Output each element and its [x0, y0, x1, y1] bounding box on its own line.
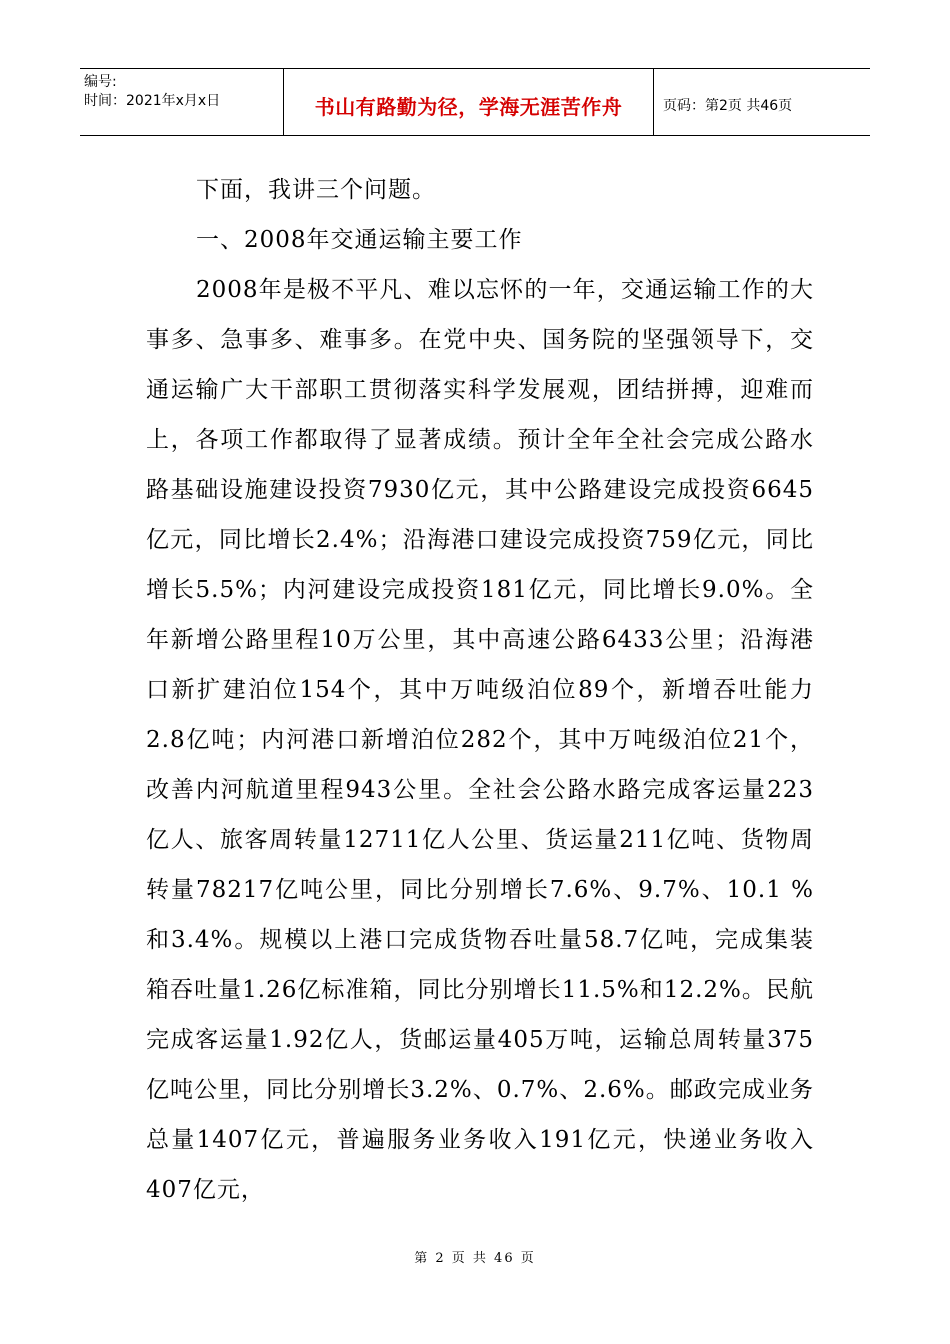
section-heading: 一、2008年交通运输主要工作 — [196, 227, 523, 253]
intro-line: 下面，我讲三个问题。 — [196, 177, 436, 203]
document-header — [80, 68, 870, 136]
header-page-info: 页码：第2页 共46页 — [663, 98, 793, 114]
header-page-cell — [654, 69, 870, 135]
header-motto: 书山有路勤为径，学海无涯苦作舟 — [314, 94, 623, 119]
document-body — [146, 165, 814, 1215]
page-footer: 第 2 页 共 46 页 — [414, 1251, 536, 1266]
body-paragraph: 2008年是极不平凡、难以忘怀的一年，交通运输工作的大事多、急事多、难事多。在党中央、国务院的坚强领导下，交通运输广大干部职工贯彻落实科学发展观，团结拼搏，迎难而上，各项工作都取得了显著成绩。预计全年全社会完成公路水路基础设施建设投资7930亿元，其中公路建设完成投资6645亿元，同比增长2.4%；沿海港口建设完成投资759亿元，同比增长5.5%；内河建设完成投资181亿元，同比增长9.0%。全年新增公路里程10万公里，其中高速公路6433公里；沿海港口新扩建泊位154个，其中万吨级泊位89个，新增吞吐能力2.8亿吨；内河港口新增泊位282个，其中万吨级泊位21个，改善内河航道里程943公里。全社会公路水路完成客运量223亿人、旅客周转量12711亿人公里、货运量211亿吨、货物周转量78217亿吨公里，同比分别增长7.6%、9.7%、10.1 %和3.4%。规模以上港口完成货物吞吐量58.7亿吨，完成集装箱吞吐量1.26亿标准箱，同比分别增长11.5%和12.2%。民航完成客运量1.92亿人，货邮运量405万吨，运输总周转量375亿吨公里，同比分别增长3.2%、0.7%、2.6%。邮政完成业务总量1407亿元，普遍服务业务收入191亿元，快递业务收入407亿元， — [146, 277, 814, 1203]
document-number-label: 编号: — [84, 74, 117, 90]
header-meta-cell — [80, 69, 283, 135]
document-time-label: 时间：2021年x月x日 — [84, 93, 221, 109]
header-motto-cell — [283, 69, 654, 135]
